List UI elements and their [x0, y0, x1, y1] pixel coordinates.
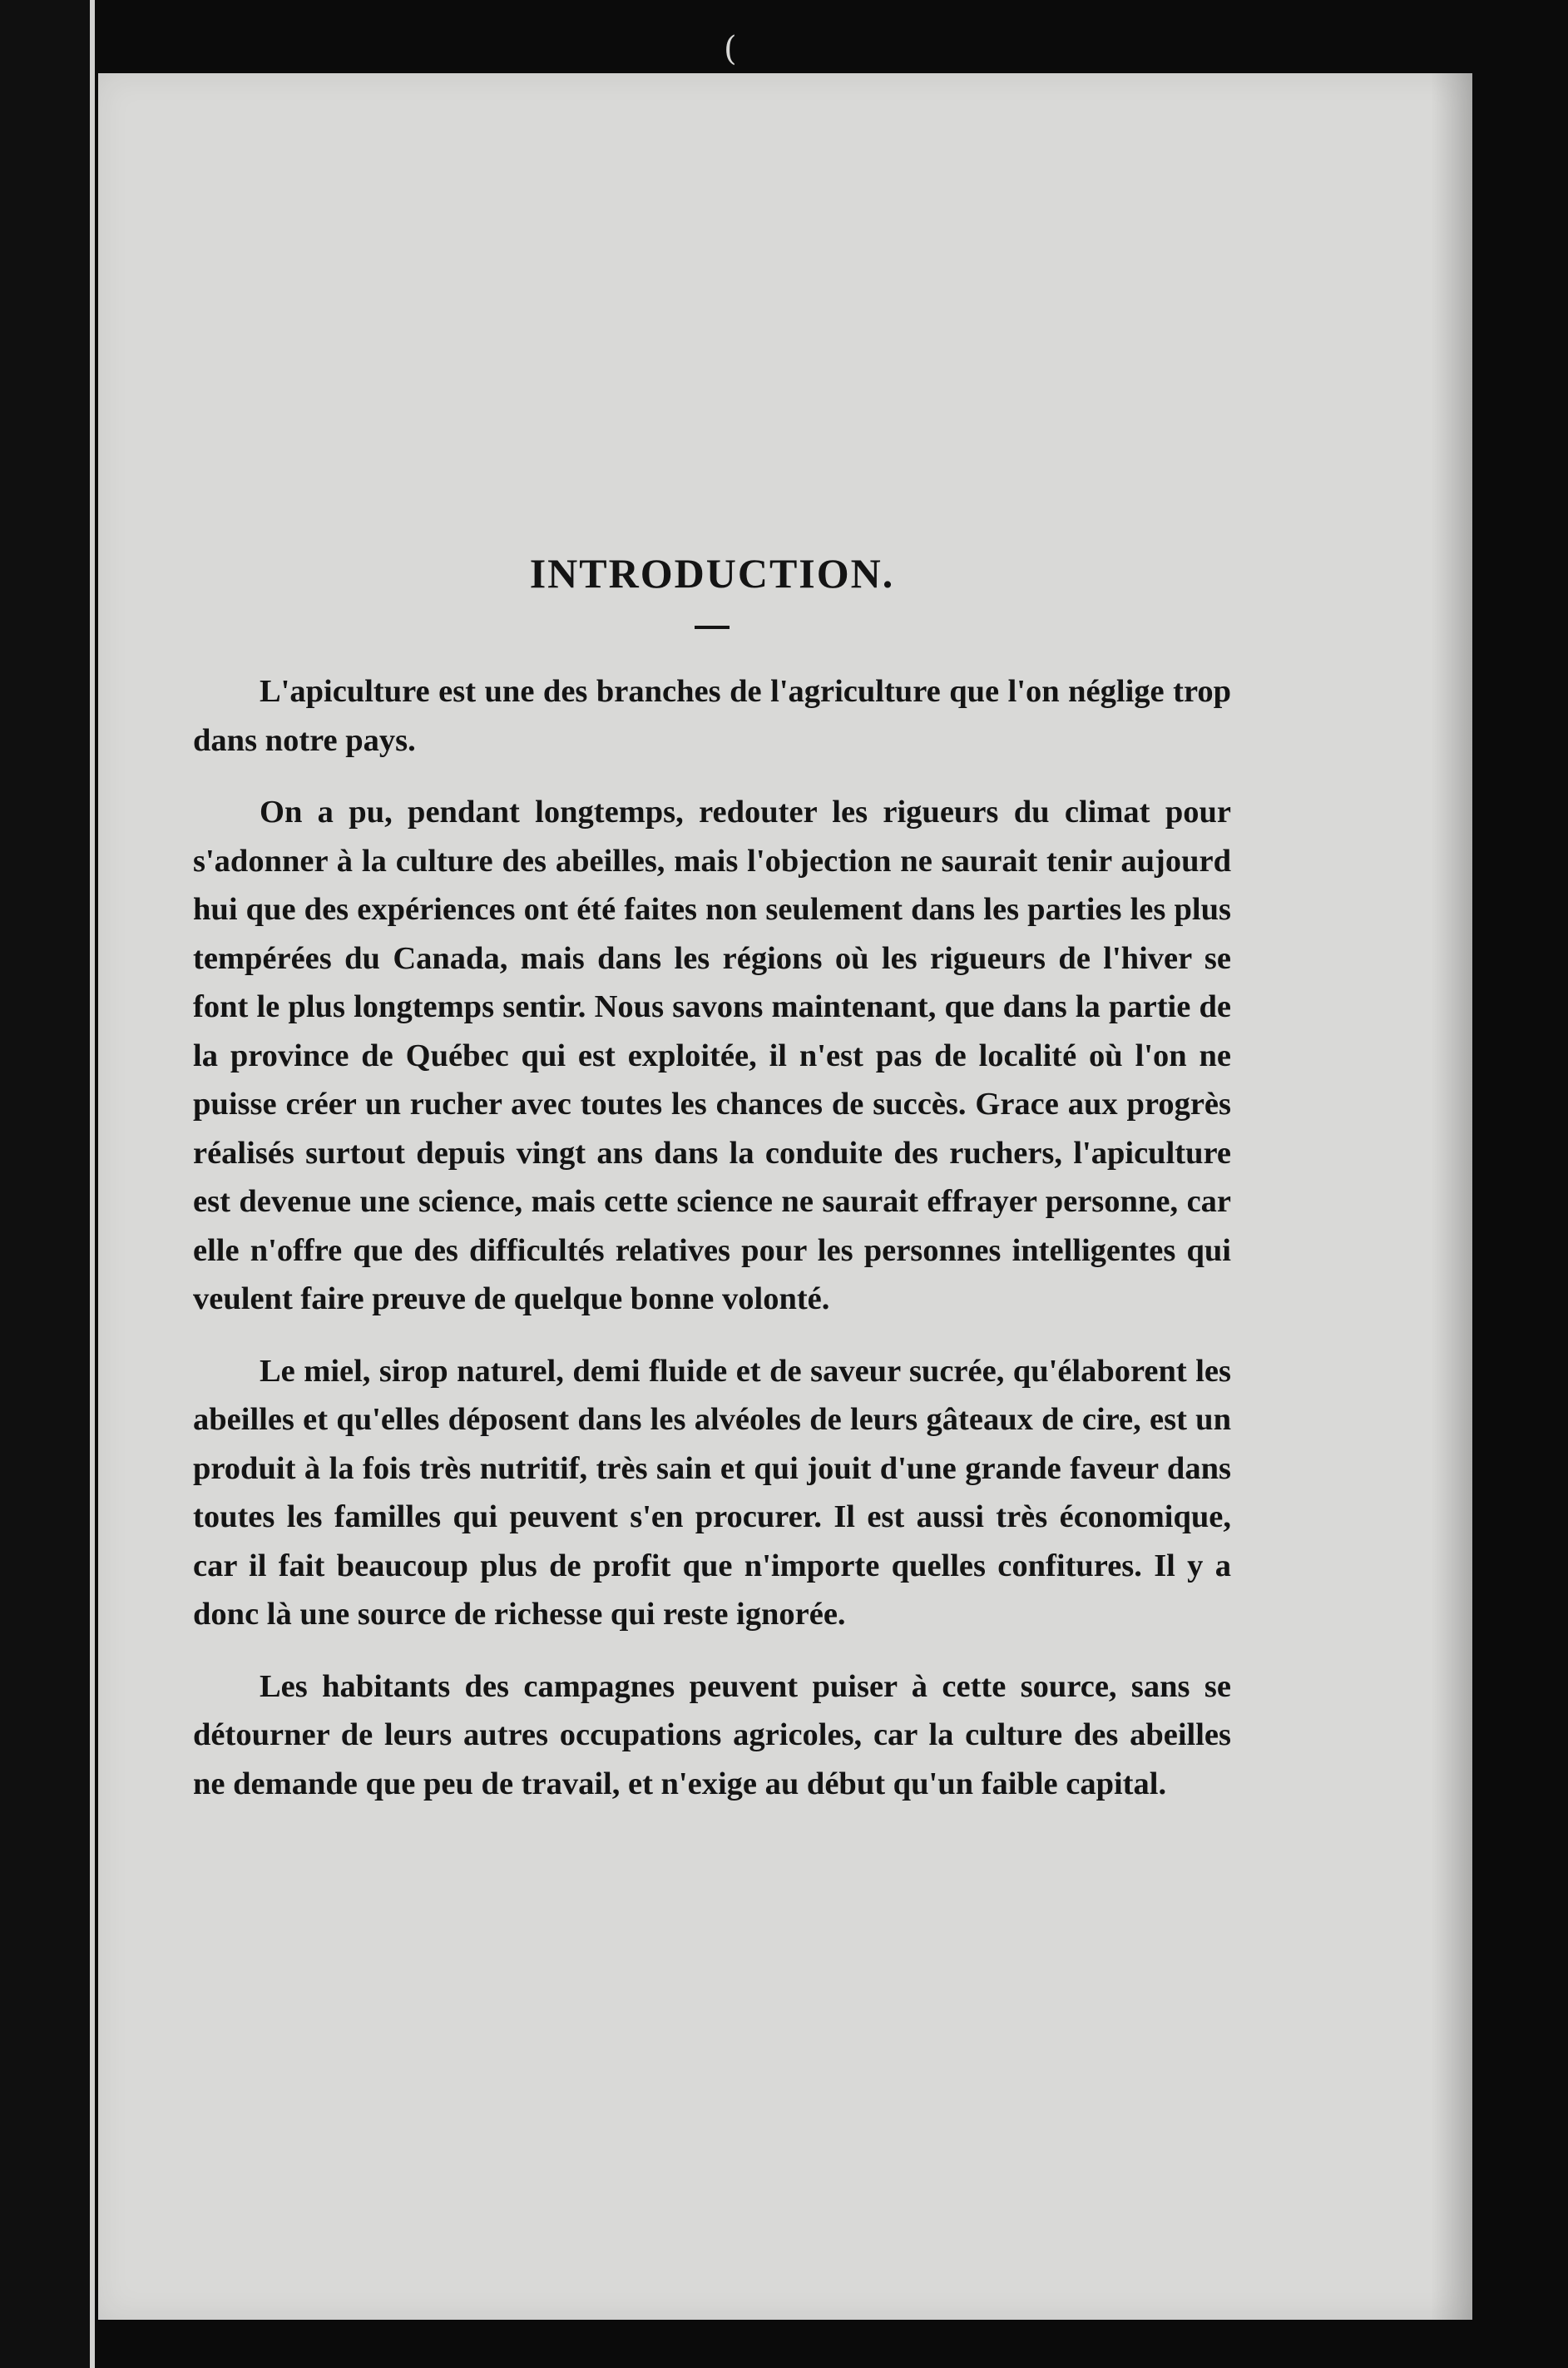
- title-rule: [695, 626, 730, 629]
- page-title: INTRODUCTION.: [529, 550, 895, 597]
- scan-margin: [0, 0, 90, 2368]
- paragraph-1: L'apiculture est une des branches de l'agriculture que l'on néglige trop dans notre pays.: [193, 674, 1231, 758]
- page-shadow-edge: [1431, 73, 1472, 2320]
- page-content: [193, 549, 1231, 1831]
- page-spine-edge: [90, 0, 95, 2368]
- paragraph-3: Le miel, sirop naturel, demi fluide et de saveur sucrée, qu'élaborent les abeilles et qu'elles déposent dans les alvéoles de leurs gâteaux de cire, est un produit à la fois très nutritif, très sain et qui jouit d'une grande faveur dans toutes les familles qui peuvent s'en procurer. Il est aussi très économique, car il fait beaucoup plus de profit que n'importe quelles confitures. Il y a donc là une source de richesse qui reste ignorée.: [193, 1353, 1231, 1632]
- paragraph-4: Les habitants des campagnes peuvent puiser à cette source, sans se détourner de leurs autres occupations agricoles, car la culture des abeilles ne demande que peu de travail, et n'exige au début qu'un faible capital.: [193, 1668, 1231, 1801]
- paragraph-2: On a pu, pendant longtemps, redouter les rigueurs du climat pour s'adonner à la culture des abeilles, mais l'objection ne saurait tenir aujourd hui que des expériences ont été faites non seulement dans les parties les plus tempérées du Canada, mais dans les régions où les rigueurs de l'hiver se font le plus longtemps sentir. Nous savons maintenant, que dans la partie de la province de Québec qui est exploitée, il n'est pas de localité où l'on ne puisse créer un rucher avec toutes les chances de succès. Grace aux progrès réalisés surtout depuis vingt ans dans la conduite des ruchers, l'apiculture est devenue une science, mais cette science ne saurait effrayer personne, car elle n'offre que des difficultés relatives pour les personnes intelligentes qui veulent faire preuve de quelque bonne volonté.: [193, 795, 1231, 1316]
- top-mark: (: [724, 30, 737, 68]
